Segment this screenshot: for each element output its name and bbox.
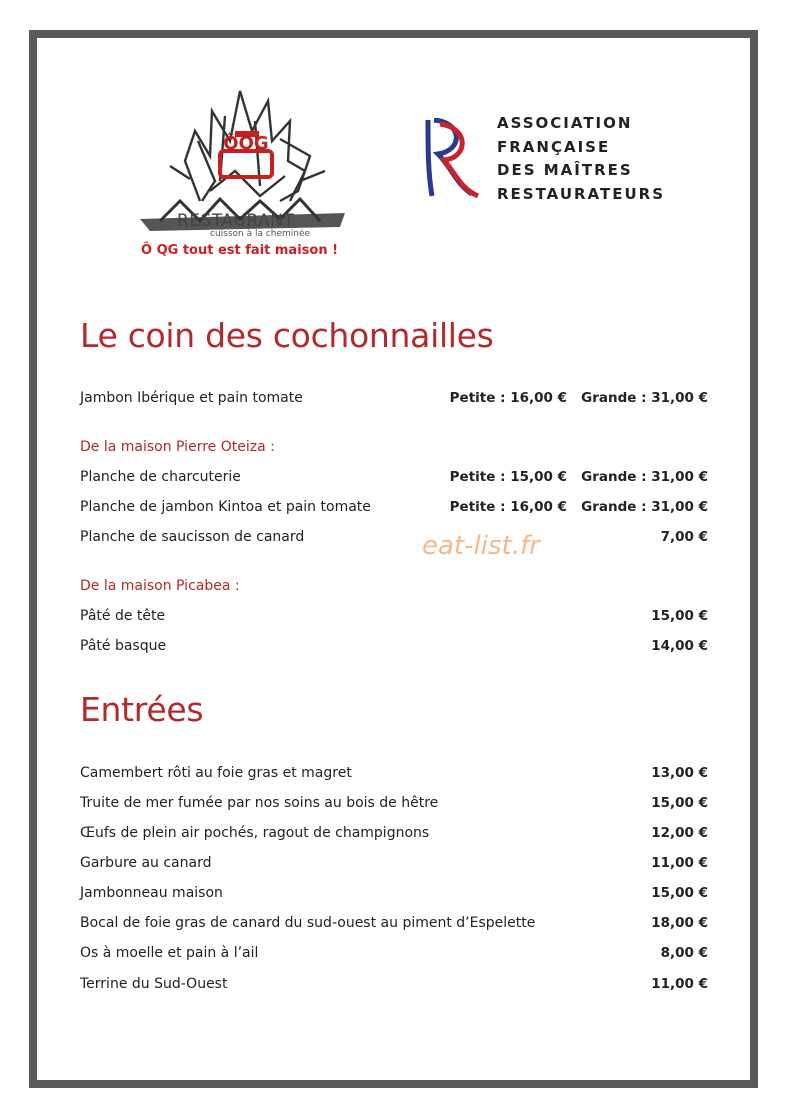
item-price-large: Grande : 31,00 € — [581, 499, 708, 515]
item-price-small: Petite : 16,00 € — [449, 390, 567, 406]
menu-item — [80, 608, 708, 630]
item-name: Œufs de plein air pochés, ragout de champignons — [80, 825, 430, 841]
logo-text: ÔQG — [223, 133, 269, 154]
menu-item — [80, 945, 708, 967]
menu-page — [29, 30, 758, 1088]
restaurant-subtitle: cuisson à la cheminée — [210, 229, 311, 239]
association-line: FRANÇAISE — [497, 137, 611, 156]
item-name: Truite de mer fumée par nos soins au bois de hêtre — [80, 795, 439, 811]
item-name: Os à moelle et pain à l’ail — [80, 945, 259, 961]
item-price: 14,00 € — [651, 638, 708, 654]
menu-item — [80, 529, 708, 551]
association-logo-icon — [422, 118, 482, 198]
association-line: RESTAURATEURS — [497, 184, 666, 203]
item-price-large: Grande : 31,00 € — [581, 469, 708, 485]
subgroup-label: De la maison Pierre Oteiza : — [80, 439, 275, 455]
menu-item — [80, 825, 708, 847]
restaurant-label: RESTAURANT — [177, 211, 295, 231]
item-price: 11,00 € — [651, 976, 708, 992]
flame-logo-icon — [140, 61, 350, 236]
item-name: Planche de jambon Kintoa et pain tomate — [80, 499, 371, 515]
menu-item — [80, 765, 708, 787]
menu-item — [80, 499, 708, 521]
association-line: ASSOCIATION — [497, 114, 633, 132]
item-price: 7,00 € — [660, 529, 708, 545]
menu-item — [80, 885, 708, 907]
item-name: Planche de charcuterie — [80, 469, 241, 485]
watermark: eat-list.fr — [422, 531, 540, 561]
menu-item — [80, 638, 708, 660]
menu-item — [80, 469, 708, 491]
subgroup-label: De la maison Picabea : — [80, 578, 240, 594]
item-name: Planche de saucisson de canard — [80, 529, 305, 545]
menu-item — [80, 390, 708, 412]
item-price: 15,00 € — [651, 608, 708, 624]
item-price-small: Petite : 15,00 € — [449, 469, 567, 485]
menu-item — [80, 795, 708, 817]
menu-item — [80, 976, 708, 998]
item-price-large: Grande : 31,00 € — [581, 390, 708, 406]
slogan: Ô QG tout est fait maison ! — [141, 243, 339, 258]
item-price-small: Petite : 16,00 € — [449, 499, 567, 515]
item-name: Terrine du Sud-Ouest — [80, 976, 228, 992]
item-price: 15,00 € — [651, 795, 708, 811]
item-name: Jambonneau maison — [80, 885, 223, 901]
item-price: 8,00 € — [660, 945, 708, 961]
item-name: Garbure au canard — [80, 855, 212, 871]
item-price: 15,00 € — [651, 885, 708, 901]
association-name — [497, 112, 665, 206]
menu-item — [80, 915, 708, 937]
menu-item — [80, 855, 708, 877]
item-name: Pâté de tête — [80, 608, 166, 624]
item-name: Camembert rôti au foie gras et magret — [80, 765, 352, 781]
item-price: 18,00 € — [651, 915, 708, 931]
item-price: 13,00 € — [651, 765, 708, 781]
item-name: Jambon Ibérique et pain tomate — [80, 390, 303, 406]
section-title-entrees: Entrées — [80, 690, 204, 729]
item-price: 12,00 € — [651, 825, 708, 841]
section-title-cochonnailles: Le coin des cochonnailles — [80, 316, 494, 355]
item-price: 11,00 € — [651, 855, 708, 871]
item-name: Pâté basque — [80, 638, 167, 654]
association-line: DES MAÎTRES — [497, 161, 633, 179]
item-name: Bocal de foie gras de canard du sud-ouest au piment d’Espelette — [80, 915, 536, 931]
